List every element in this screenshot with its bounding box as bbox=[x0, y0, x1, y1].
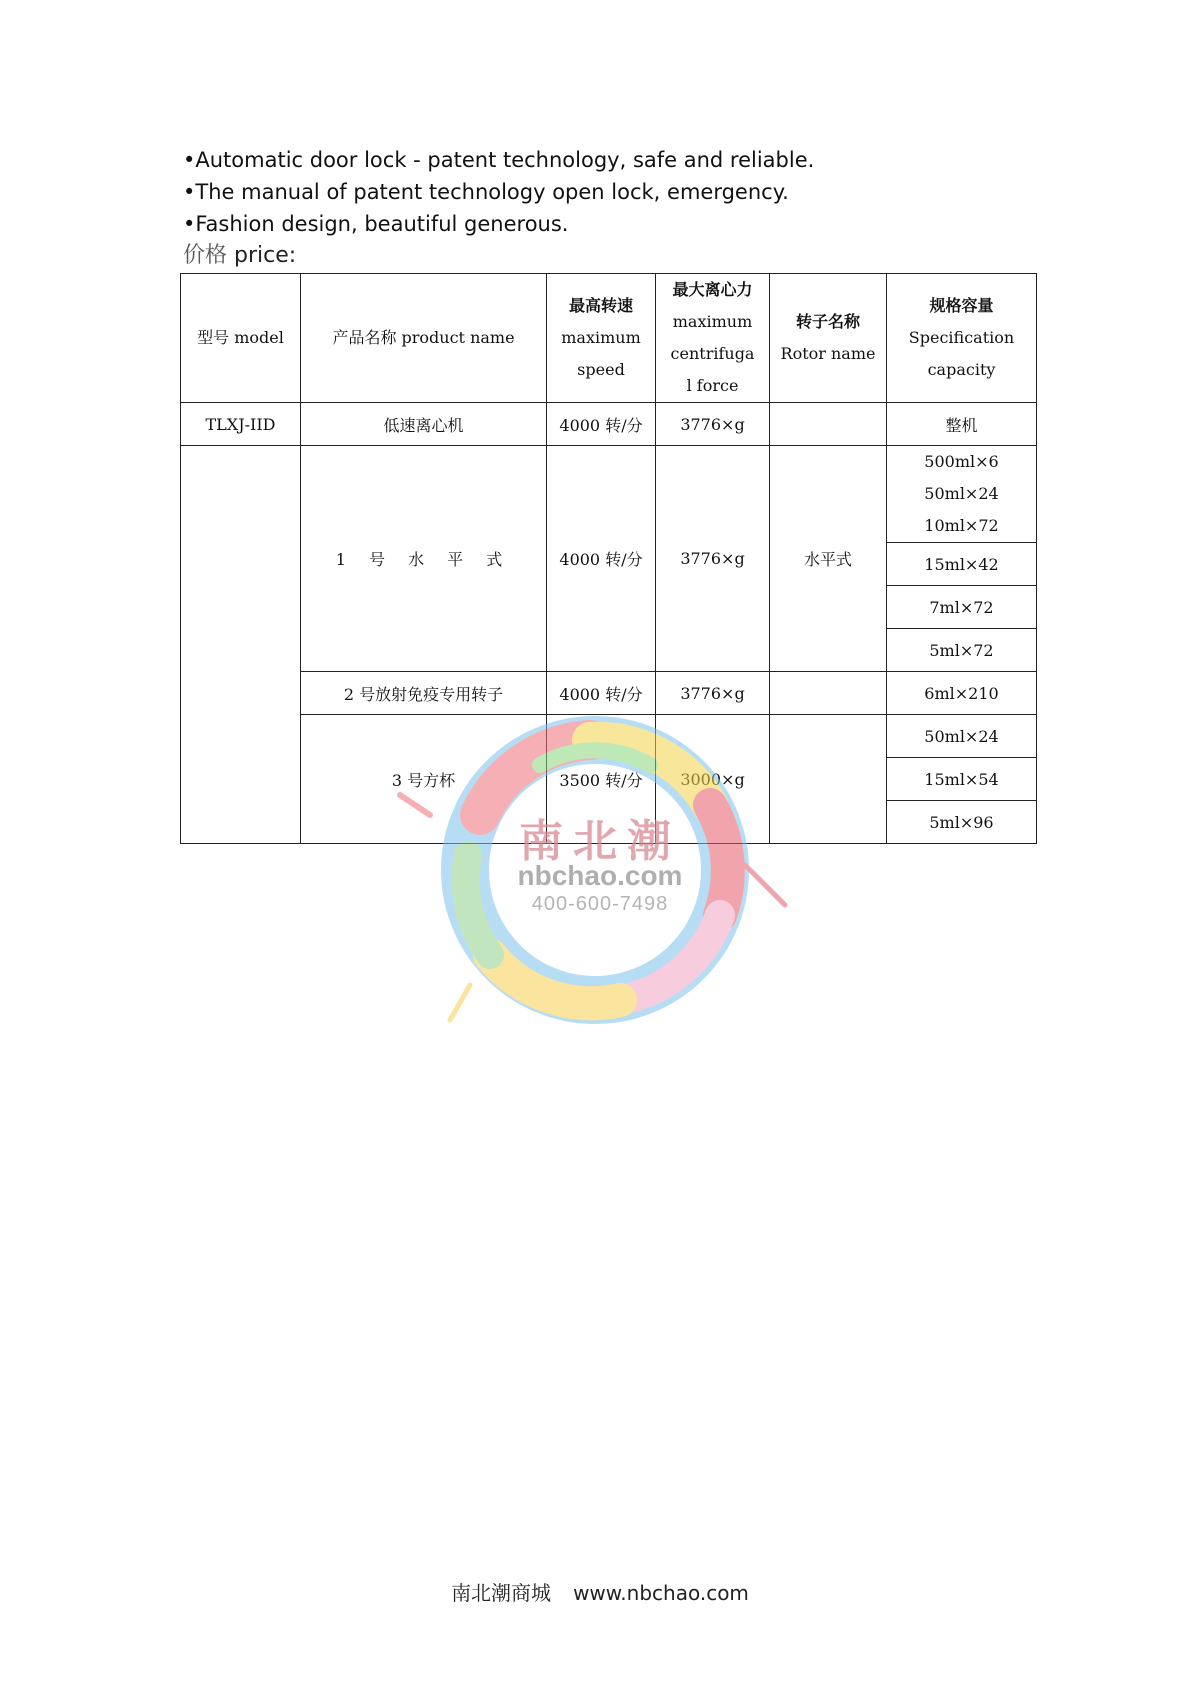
cell-rotor3-name: 3 号方杯 bbox=[301, 715, 547, 844]
cell-rotor-name bbox=[770, 403, 887, 446]
header-max-force: 最大离心力 maximum centrifuga l force bbox=[656, 274, 770, 403]
feature-item: •Fashion design, beautiful generous. bbox=[183, 212, 569, 236]
cell-product-name: 低速离心机 bbox=[301, 403, 547, 446]
cell-capacity: 5ml×96 bbox=[887, 801, 1037, 844]
cell-capacity: 7ml×72 bbox=[887, 586, 1037, 629]
header-rotor-name: 转子名称 Rotor name bbox=[770, 274, 887, 403]
cell-rotor3-force: 3000×g bbox=[656, 715, 770, 844]
cell-rotor2-type bbox=[770, 672, 887, 715]
cell-capacity: 5ml×72 bbox=[887, 629, 1037, 672]
feature-list bbox=[183, 144, 1083, 240]
cell-rotor1-name: 1 号 水 平 式 bbox=[301, 446, 547, 672]
cell-rotor1-type: 水平式 bbox=[770, 446, 887, 672]
cell-rotor1-speed: 4000 转/分 bbox=[547, 446, 656, 672]
price-heading-en: price: bbox=[227, 243, 297, 268]
price-heading-zh: 价格 bbox=[183, 243, 228, 268]
feature-item: •The manual of patent technology open lock, emergency. bbox=[183, 180, 789, 204]
cell-rotor1-force: 3776×g bbox=[656, 446, 770, 672]
feature-item: •Automatic door lock - patent technology, safe and reliable. bbox=[183, 148, 815, 172]
cell-capacity: 整机 bbox=[887, 403, 1037, 446]
cell-capacity: 15ml×54 bbox=[887, 758, 1037, 801]
watermark-cn: 南北潮 bbox=[519, 816, 681, 867]
watermark-phone: 400-600-7498 bbox=[531, 893, 669, 915]
cell-rotor3-type bbox=[770, 715, 887, 844]
cell-rotor2-speed: 4000 转/分 bbox=[547, 672, 656, 715]
header-max-speed: 最高转速 maximum speed bbox=[547, 274, 656, 403]
cell-rotor2-name: 2 号放射免疫专用转子 bbox=[301, 672, 547, 715]
cell-model: TLXJ-IID bbox=[181, 403, 301, 446]
footer-store-name: 南北潮商城 bbox=[451, 1581, 552, 1605]
cell-capacity: 500ml×6 50ml×24 10ml×72 bbox=[887, 446, 1037, 543]
price-heading bbox=[183, 241, 296, 271]
cell-max-speed: 4000 转/分 bbox=[547, 403, 656, 446]
table-row bbox=[181, 672, 1037, 715]
price-table bbox=[180, 273, 1037, 844]
table-row bbox=[181, 403, 1037, 446]
cell-rotor2-force: 3776×g bbox=[656, 672, 770, 715]
table-row bbox=[181, 715, 1037, 758]
header-model: 型号 model bbox=[181, 274, 301, 403]
table-row bbox=[181, 446, 1037, 543]
footer-url-link[interactable]: www.nbchao.com bbox=[573, 1581, 749, 1605]
cell-max-force: 3776×g bbox=[656, 403, 770, 446]
page-footer bbox=[0, 1577, 1200, 1606]
cell-capacity: 50ml×24 bbox=[887, 715, 1037, 758]
cell-rotor3-speed: 3500 转/分 bbox=[547, 715, 656, 844]
cell-capacity: 15ml×42 bbox=[887, 543, 1037, 586]
table-header-row bbox=[181, 274, 1037, 403]
cell-capacity: 6ml×210 bbox=[887, 672, 1037, 715]
cell-model-empty bbox=[181, 446, 301, 844]
watermark-domain: nbchao.com bbox=[517, 860, 683, 891]
header-capacity: 规格容量 Specification capacity bbox=[887, 274, 1037, 403]
header-product-name: 产品名称 product name bbox=[301, 274, 547, 403]
